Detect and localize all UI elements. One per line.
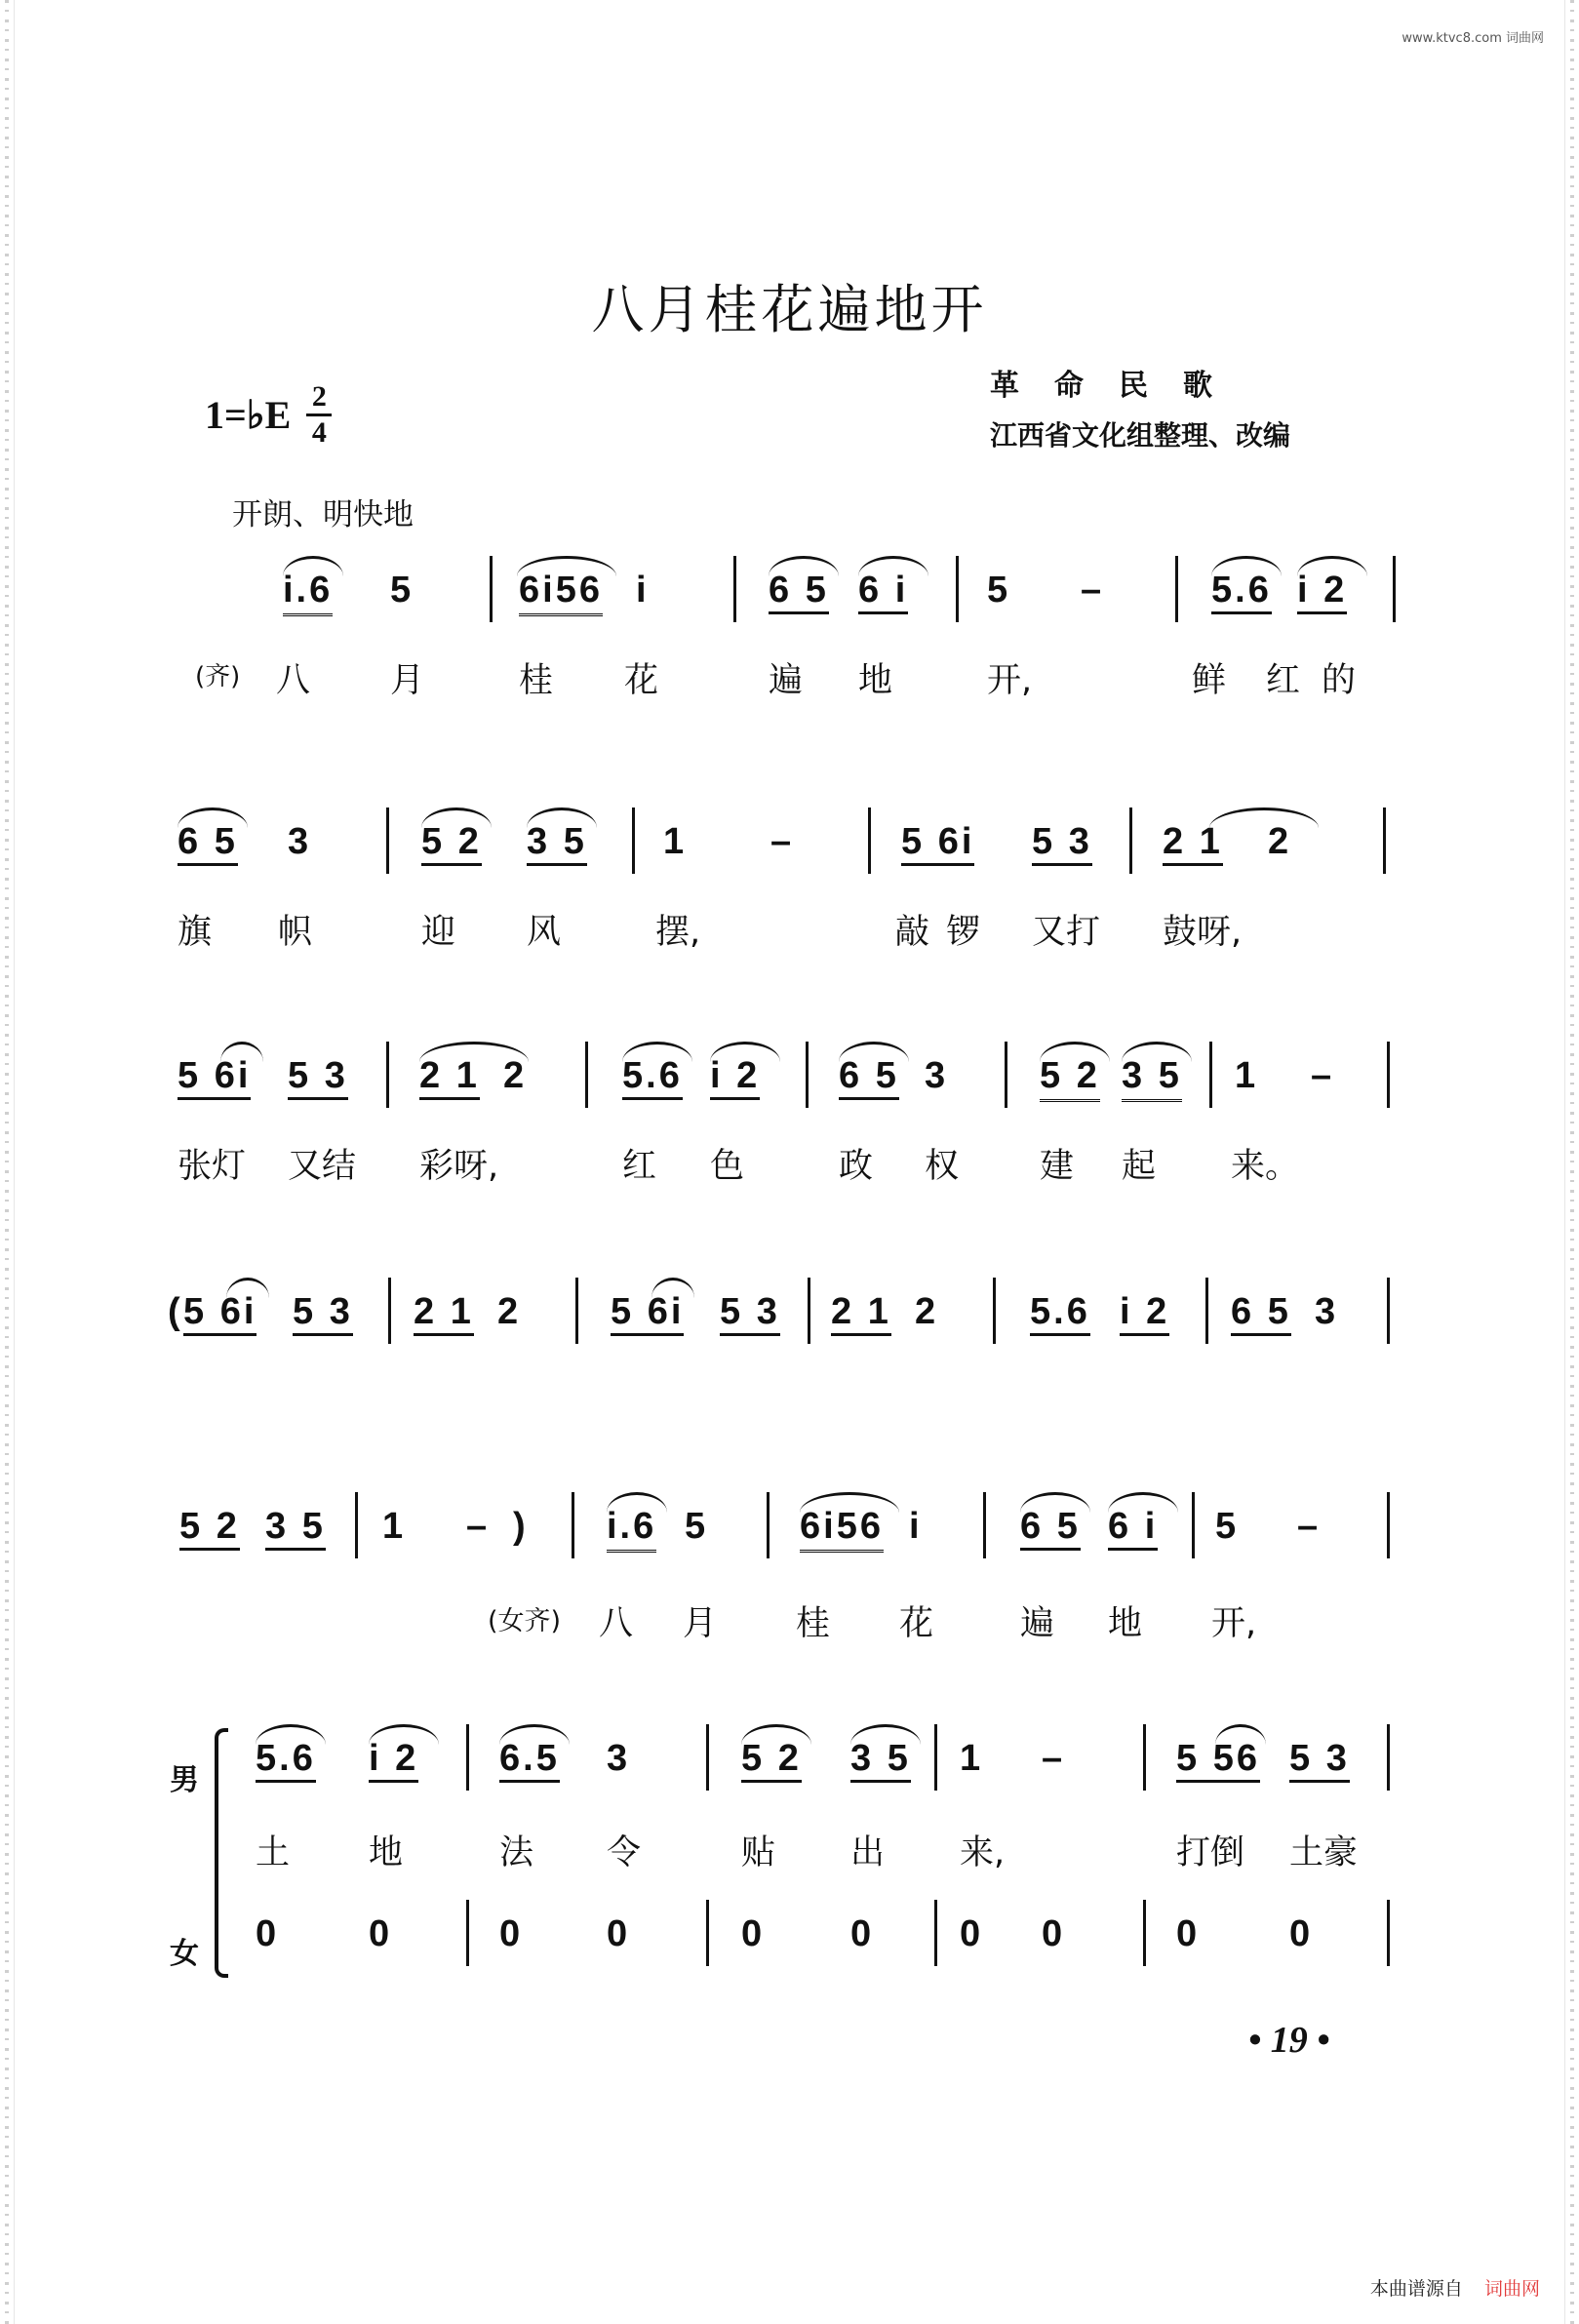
note: –: [770, 821, 795, 862]
lyric: 红: [1266, 661, 1301, 700]
lyric: 出: [850, 1833, 886, 1872]
lyric: 打倒: [1176, 1833, 1245, 1872]
watermark-top: www.ktvc8.com 词曲网: [1401, 31, 1544, 46]
note: 5 2: [741, 1738, 802, 1783]
note: 6 5: [1231, 1291, 1291, 1336]
lyric: 红: [622, 1147, 657, 1186]
note: 5.6: [256, 1738, 316, 1783]
note: 5 2: [1040, 1055, 1100, 1102]
lyric: 遍: [769, 661, 804, 700]
note: 5: [390, 570, 414, 611]
lyric: 地: [858, 661, 893, 700]
lyric: 色: [710, 1147, 745, 1186]
note: 0: [499, 1913, 524, 1954]
lyric: (齐): [195, 662, 241, 691]
lyric: 的: [1322, 661, 1357, 700]
time-signature: [306, 382, 332, 448]
note: –: [1042, 1738, 1066, 1779]
note: 0: [1042, 1913, 1066, 1954]
staff-line-5: [0, 1492, 1579, 1599]
lyric: 月: [390, 661, 425, 700]
note: 3: [288, 821, 312, 862]
note: 0: [741, 1913, 766, 1954]
lyric: 八: [599, 1604, 634, 1643]
key-signature: [205, 382, 332, 448]
note: 3 5: [850, 1738, 911, 1783]
note: 2: [497, 1291, 522, 1332]
note: 5 6i: [183, 1291, 257, 1336]
note: 2 1: [419, 1055, 480, 1100]
note: –: [1297, 1506, 1322, 1547]
lyric: 迎: [421, 913, 456, 952]
note: 1: [960, 1738, 984, 1779]
song-title: 八月桂花遍地开: [591, 279, 988, 340]
staff-line-6-male: [0, 1724, 1579, 1832]
note: 0: [850, 1913, 875, 1954]
note: –: [1081, 570, 1105, 611]
note: i 2: [369, 1738, 418, 1783]
lyric: 建: [1040, 1147, 1075, 1186]
female-part-label: 女: [170, 1937, 199, 1971]
note: 5 3: [1032, 821, 1092, 866]
note: i 2: [1297, 570, 1347, 614]
key-text: 1=♭E: [205, 393, 292, 437]
note: 0: [1289, 1913, 1314, 1954]
lyric: 来。: [1231, 1147, 1300, 1186]
note: 1: [663, 821, 688, 862]
note: 6 i: [858, 570, 908, 614]
note: 2 1: [831, 1291, 891, 1336]
lyric: 花: [899, 1604, 934, 1643]
lyric: 月: [683, 1604, 718, 1643]
note: 6 5: [1020, 1506, 1081, 1551]
lyric: (女齐): [488, 1606, 562, 1636]
note: 5 3: [1289, 1738, 1350, 1783]
lyric: 鲜: [1192, 661, 1227, 700]
note: 5: [685, 1506, 709, 1547]
note: 0: [256, 1913, 280, 1954]
lyric: 花: [624, 661, 659, 700]
note: 6 5: [839, 1055, 899, 1100]
note: 2: [1268, 821, 1292, 862]
staff-line-3: [0, 1042, 1579, 1149]
note: ): [513, 1506, 529, 1547]
note: 2 1: [1163, 821, 1223, 866]
note: 0: [960, 1913, 984, 1954]
note: i.6: [607, 1506, 656, 1553]
note: 3 5: [527, 821, 587, 866]
note: 3 5: [265, 1506, 326, 1551]
page-number: • 19 •: [1248, 2020, 1330, 2061]
note: 6.5: [499, 1738, 560, 1783]
staff-line-2: [0, 807, 1579, 915]
note: 5 2: [421, 821, 482, 866]
note: 5 6i: [611, 1291, 684, 1336]
note: i 2: [710, 1055, 760, 1100]
time-top: 2: [311, 380, 327, 413]
lyric: 锣: [946, 913, 981, 952]
note: i: [909, 1506, 923, 1547]
lyric: 桂: [796, 1604, 831, 1643]
note: 6 5: [769, 570, 829, 614]
lyric: 又打: [1032, 913, 1101, 952]
note: 5 6i: [178, 1055, 251, 1100]
note: 0: [1176, 1913, 1201, 1954]
lyric: 土: [256, 1833, 291, 1872]
lyric: 张灯: [178, 1147, 247, 1186]
lyric: 贴: [741, 1833, 776, 1872]
lyric: 令: [607, 1833, 642, 1872]
lyric: 遍: [1020, 1604, 1055, 1643]
note: 5.6: [622, 1055, 683, 1100]
lyric: 桂: [519, 661, 554, 700]
watermark-link[interactable]: 词曲网: [1483, 2278, 1540, 2300]
lyric: 彩呀,: [419, 1147, 499, 1186]
note: (: [168, 1291, 183, 1332]
time-bottom: 4: [311, 416, 327, 449]
note: 1: [382, 1506, 407, 1547]
note: 5 2: [179, 1506, 240, 1551]
lyric: 八: [276, 661, 311, 700]
note: 3 5: [1122, 1055, 1182, 1102]
note: –: [1311, 1055, 1335, 1096]
note: –: [466, 1506, 491, 1547]
note: 5 3: [293, 1291, 353, 1336]
note: 6i56: [800, 1506, 884, 1553]
lyric: 风: [527, 913, 562, 952]
note: 5 3: [288, 1055, 348, 1100]
note: 5.6: [1030, 1291, 1090, 1336]
note: 6 5: [178, 821, 238, 866]
watermark-source: 本曲谱源自: [1369, 2278, 1463, 2300]
staff-line-4: [0, 1278, 1579, 1385]
lyric: 法: [499, 1833, 534, 1872]
watermark-bottom: [1370, 2274, 1540, 2301]
note: i.6: [283, 570, 333, 616]
note: 3: [925, 1055, 949, 1096]
lyric: 起: [1122, 1147, 1157, 1186]
note: 5 6i: [901, 821, 974, 866]
note: i: [636, 570, 650, 611]
note: 5: [987, 570, 1011, 611]
note: 0: [607, 1913, 631, 1954]
lyric: 权: [925, 1147, 960, 1186]
lyric: 地: [369, 1833, 404, 1872]
lyric: 又结: [288, 1147, 357, 1186]
lyric: 开,: [1211, 1604, 1257, 1643]
lyric: 地: [1108, 1604, 1143, 1643]
lyric: 土豪: [1289, 1833, 1359, 1872]
staff-line-6-female: [0, 1900, 1579, 2007]
lyric: 来,: [960, 1833, 1006, 1872]
note: 2: [915, 1291, 939, 1332]
lyric: 旗: [178, 913, 213, 952]
lyric: 政: [839, 1147, 874, 1186]
staff-line-1: [0, 556, 1579, 663]
note: 5 56: [1176, 1738, 1260, 1783]
note: 2 1: [414, 1291, 474, 1336]
lyric: 开,: [987, 661, 1033, 700]
note: 5: [1215, 1506, 1240, 1547]
note: 2: [503, 1055, 528, 1096]
note: 3: [607, 1738, 631, 1779]
lyric: 敲: [895, 913, 930, 952]
note: 5 3: [720, 1291, 780, 1336]
lyric: 摆,: [655, 913, 701, 952]
note: 0: [369, 1913, 393, 1954]
note: 1: [1235, 1055, 1259, 1096]
note: 6 i: [1108, 1506, 1158, 1551]
credit-genre: 革命民歌: [990, 369, 1247, 403]
lyric: 帜: [278, 913, 313, 952]
male-part-label: 男: [170, 1763, 199, 1797]
note: 6i56: [519, 570, 603, 616]
tempo-marking: 开朗、明快地: [232, 497, 414, 532]
note: 3: [1315, 1291, 1339, 1332]
note: i 2: [1120, 1291, 1169, 1336]
lyric: 鼓呀,: [1163, 913, 1243, 952]
note: 5.6: [1211, 570, 1272, 614]
credit-arranger: 江西省文化组整理、改编: [990, 419, 1291, 452]
